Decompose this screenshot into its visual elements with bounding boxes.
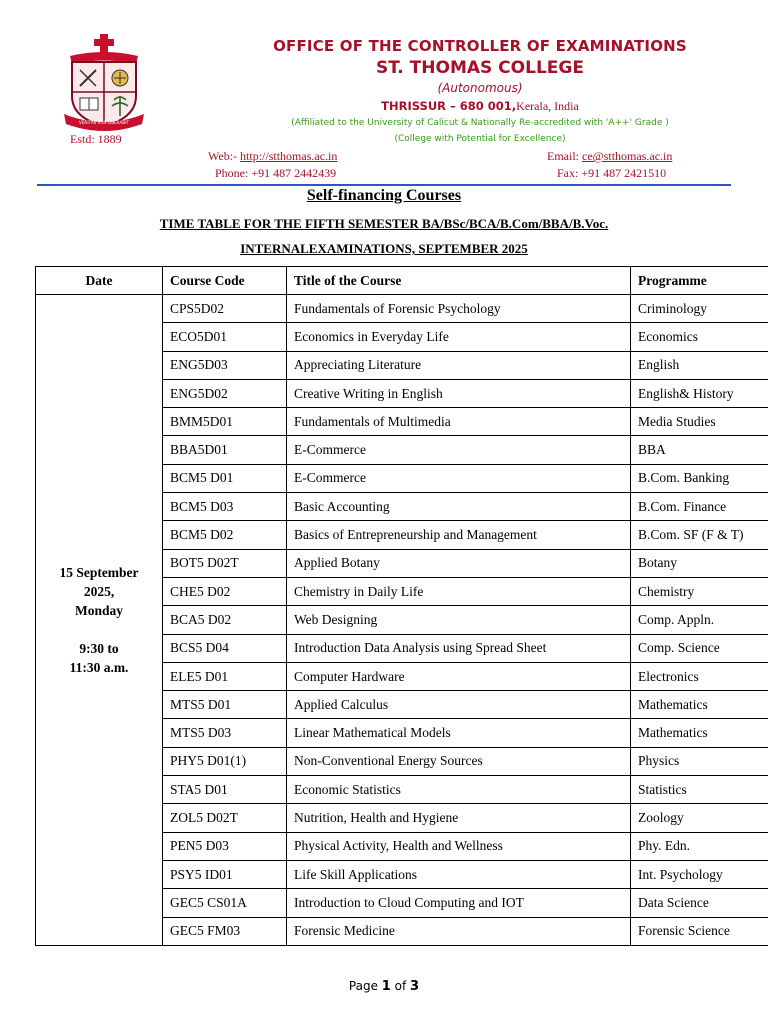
header-divider xyxy=(37,184,731,186)
email-line xyxy=(547,149,672,164)
course-code-cell: PSY5 ID01 xyxy=(163,860,287,888)
exam-time-end: 11:30 a.m. xyxy=(69,659,129,675)
programme-cell: Comp. Appln. xyxy=(631,606,768,634)
website-link[interactable]: http://stthomas.ac.in xyxy=(240,149,338,163)
course-code-cell: ENG5D02 xyxy=(163,379,287,407)
fax-number: Fax: +91 487 2421510 xyxy=(557,166,667,180)
course-title-cell: Physical Activity, Health and Wellness xyxy=(287,832,631,860)
course-title-cell: Economics in Everyday Life xyxy=(287,323,631,351)
programme-cell: Media Studies xyxy=(631,408,768,436)
website-line xyxy=(208,149,337,164)
programme-cell: B.Com. SF (F & T) xyxy=(631,521,768,549)
phone-number: Phone: +91 487 2442439 xyxy=(215,166,337,180)
course-code-cell: BCM5 D02 xyxy=(163,521,287,549)
date-cell xyxy=(36,295,163,946)
date-time-gap xyxy=(43,620,155,639)
programme-cell: English& History xyxy=(631,379,768,407)
course-title-cell: Life Skill Applications xyxy=(287,860,631,888)
email-label: Email: xyxy=(547,149,582,163)
header-course-title: Title of the Course xyxy=(287,267,631,295)
estd-year: Estd: 1889 xyxy=(70,132,122,146)
course-code-cell: BCM5 D01 xyxy=(163,464,287,492)
college-address xyxy=(200,99,760,114)
course-title-cell: Fundamentals of Forensic Psychology xyxy=(287,295,631,323)
page-total: 3 xyxy=(410,979,420,994)
page-current: 1 xyxy=(381,979,391,994)
course-title-cell: E-Commerce xyxy=(287,464,631,492)
exam-date: 15 September xyxy=(59,564,139,580)
city-pin: THRISSUR – 680 001, xyxy=(381,99,517,113)
course-code-cell: PEN5 D03 xyxy=(163,832,287,860)
course-code-cell: BMM5D01 xyxy=(163,408,287,436)
course-code-cell: BOT5 D02T xyxy=(163,549,287,577)
course-code-cell: MTS5 D03 xyxy=(163,719,287,747)
course-code-cell: CPS5D02 xyxy=(163,295,287,323)
course-title-cell: Linear Mathematical Models xyxy=(287,719,631,747)
course-title-cell: Forensic Medicine xyxy=(287,917,631,945)
programme-cell: Int. Psychology xyxy=(631,860,768,888)
programme-cell: English xyxy=(631,351,768,379)
programme-cell: Phy. Edn. xyxy=(631,832,768,860)
course-title-cell: Appreciating Literature xyxy=(287,351,631,379)
course-title-cell: Introduction to Cloud Computing and IOT xyxy=(287,889,631,917)
course-title-cell: E-Commerce xyxy=(287,436,631,464)
internal-exam-title: INTERNALEXAMINATIONS, SEPTEMBER 2025 xyxy=(240,241,528,256)
exam-year: 2025, xyxy=(83,583,115,599)
course-title-cell: Introduction Data Analysis using Spread Sheet xyxy=(287,634,631,662)
programme-cell: Comp. Science xyxy=(631,634,768,662)
course-code-cell: ENG5D03 xyxy=(163,351,287,379)
course-title-cell: Economic Statistics xyxy=(287,776,631,804)
course-code-cell: GEC5 FM03 xyxy=(163,917,287,945)
course-title-cell: Computer Hardware xyxy=(287,662,631,690)
header-programme: Programme xyxy=(631,267,768,295)
course-code-cell: BCS5 D04 xyxy=(163,634,287,662)
course-code-cell: BCA5 D02 xyxy=(163,606,287,634)
programme-cell: BBA xyxy=(631,436,768,464)
programme-cell: Zoology xyxy=(631,804,768,832)
table-row xyxy=(36,295,768,323)
programme-cell: Botany xyxy=(631,549,768,577)
affiliation-note: (Affiliated to the University of Calicut & Nationally Re-accredited with 'A++' Grade ) xyxy=(291,118,669,128)
course-code-cell: ECO5D01 xyxy=(163,323,287,351)
timetable-title: TIME TABLE FOR THE FIFTH SEMESTER BA/BSc/BCA/B.Com/BBA/B.Voc. xyxy=(159,216,609,231)
course-code-cell: BBA5D01 xyxy=(163,436,287,464)
programme-cell: Data Science xyxy=(631,889,768,917)
course-title-cell: Chemistry in Daily Life xyxy=(287,577,631,605)
programme-cell: Mathematics xyxy=(631,691,768,719)
page-word: Page xyxy=(348,979,382,993)
course-title-cell: Basic Accounting xyxy=(287,493,631,521)
programme-cell: Forensic Science xyxy=(631,917,768,945)
course-title-cell: Applied Botany xyxy=(287,549,631,577)
table-header-row xyxy=(36,267,768,295)
course-title-cell: Nutrition, Health and Hygiene xyxy=(287,804,631,832)
course-code-cell: GEC5 CS01A xyxy=(163,889,287,917)
page-of: of xyxy=(390,979,411,993)
programme-cell: B.Com. Finance xyxy=(631,493,768,521)
course-code-cell: MTS5 D01 xyxy=(163,691,287,719)
programme-cell: Electronics xyxy=(631,662,768,690)
exam-day: Monday xyxy=(74,602,123,618)
course-code-cell: BCM5 D03 xyxy=(163,493,287,521)
course-title-cell: Basics of Entrepreneurship and Management xyxy=(287,521,631,549)
header-course-code: Course Code xyxy=(163,267,287,295)
course-code-cell: CHE5 D02 xyxy=(163,577,287,605)
header-date: Date xyxy=(36,267,163,295)
exam-time-start: 9:30 to xyxy=(79,640,119,656)
email-link[interactable]: ce@stthomas.ac.in xyxy=(582,149,673,163)
programme-cell: Economics xyxy=(631,323,768,351)
autonomous-label: (Autonomous) xyxy=(437,81,523,95)
state-country: Kerala, India xyxy=(516,99,579,113)
page-footer xyxy=(0,979,768,994)
programme-cell: Physics xyxy=(631,747,768,775)
course-title-cell: Web Designing xyxy=(287,606,631,634)
course-code-cell: PHY5 D01(1) xyxy=(163,747,287,775)
course-title-cell: Creative Writing in English xyxy=(287,379,631,407)
self-financing-title: Self-financing Courses xyxy=(306,187,462,204)
web-label: Web:- xyxy=(208,149,241,163)
college-crest-logo xyxy=(62,34,146,134)
course-title-cell: Applied Calculus xyxy=(287,691,631,719)
office-title: OFFICE OF THE CONTROLLER OF EXAMINATIONS xyxy=(273,37,687,55)
programme-cell: Chemistry xyxy=(631,577,768,605)
programme-cell: Statistics xyxy=(631,776,768,804)
timetable-body xyxy=(36,295,768,946)
programme-cell: B.Com. Banking xyxy=(631,464,768,492)
programme-cell: Mathematics xyxy=(631,719,768,747)
course-title-cell: Non-Conventional Energy Sources xyxy=(287,747,631,775)
exam-timetable xyxy=(35,266,768,946)
college-name: ST. THOMAS COLLEGE xyxy=(376,58,584,78)
potential-note: (College with Potential for Excellence) xyxy=(394,134,566,144)
logo-motto: VERITAS VOS LIBERABIT xyxy=(78,120,130,125)
course-title-cell: Fundamentals of Multimedia xyxy=(287,408,631,436)
course-code-cell: ELE5 D01 xyxy=(163,662,287,690)
programme-cell: Criminology xyxy=(631,295,768,323)
course-code-cell: STA5 D01 xyxy=(163,776,287,804)
course-code-cell: ZOL5 D02T xyxy=(163,804,287,832)
